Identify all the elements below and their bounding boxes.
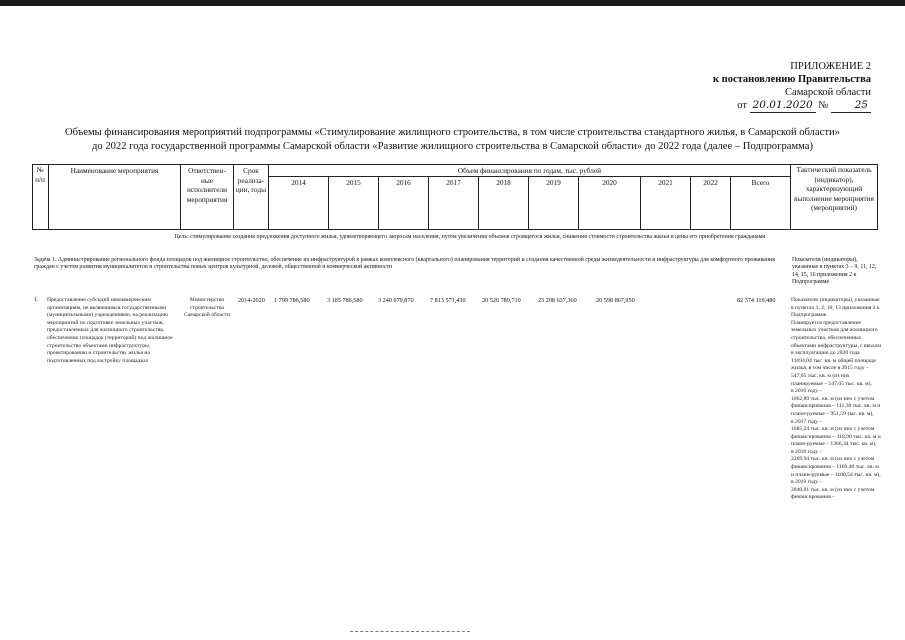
goal-row: Цель: стимулирование создания предложения доступного жилья, удовлетворяющего запросам населения, путем увеличения объемов строящегося жилья, снижения стоимости строительства жилья и цены его приобретения гражданами	[174, 234, 766, 240]
header-year-2017: 2017	[446, 178, 461, 187]
header-responsible: Ответствен- ные исполнители мероприятия	[186, 166, 228, 204]
row1-value-2019: 23 208 637,360	[538, 297, 577, 304]
row1-responsible: Министерство строительства Самарской области	[184, 297, 230, 319]
title-line-2: до 2022 года государственной программы Самарской области «Развитие жилищного строительства в Самарской области» до 2022 года (далее – Подпрограмма)	[91, 141, 814, 152]
task-row: Задача 1. Администрирование регионального фонда площадок под жилищное строительство, обеспечение их инфраструктурой в рамках комплексного (квартального) планирования территорий и создания качественной среды жизнедеятельности и инфраструктуры для комфортного проживания граждан с учетом развития муниципалитетов и строительства новых центров культурной, деловой, общественной и коммерческой активности	[34, 257, 775, 271]
row1-value-2018: 20 526 789,710	[482, 297, 521, 304]
row1-value-2016: 3 240 679,870	[378, 297, 414, 304]
header-year-2014: 2014	[291, 178, 306, 187]
row1-value-2017: 7 813 571,430	[430, 297, 466, 304]
appendix-block	[713, 60, 871, 113]
row1-indicator: Показатели (индикаторы), указанные в пунктах 1, 2, 10, 13 приложения 2 к Подпрограмме. Планируется предоставление земельных участков для жилищного строительства, обеспеченных объектами инфраструктуры, с вводом в эксплуатацию до 2020 года 11694,04 тыс. кв. м общей площади жилья, в том числе в 2015 году – 547,05 тыс. кв. м (из них планируемые – 547,05 тыс. кв. м), в 2016 году – 1062,89 тыс. кв. м (из них с учетом финансирования – 111,30 тыс. кв. м и плани-руемые – 951,59 тыс. кв. м), в 2017 году – 1685,24 тыс. кв. м (из них с учетом финансирования – 318,90 тыс. кв. м и плани-руемые – 1366,34 тыс. кв. м), в 2018 году – 2269,94 тыс. кв. м (из них с учетом финансирования – 1169,40 тыс. кв. м и плани-руемые – 1100,54 тыс. кв. м), в 2019 году – 2840,01 тыс. кв. м (из них с учетом финансирования –	[791, 297, 881, 501]
header-volume: Объем финансирования по годам, тыс. рублей	[457, 166, 602, 175]
handwritten-date: 20.01.2020	[750, 99, 816, 113]
header-year-2020: 2020	[602, 178, 617, 187]
scan-artifact-line	[350, 631, 470, 632]
appendix-title: ПРИЛОЖЕНИЕ 2	[790, 61, 871, 72]
header-year-2018: 2018	[496, 178, 511, 187]
row1-number: 1.	[34, 297, 39, 303]
header-period: Срок реализа- ции, годы	[235, 166, 267, 194]
row1-value-2015: 3 185 786,580	[327, 297, 363, 304]
header-year-2022: 2022	[703, 178, 718, 187]
from-label: от	[737, 100, 747, 111]
header-year-2015: 2015	[346, 178, 361, 187]
row1-value-2014: 1 799 786,580	[274, 297, 310, 304]
appendix-date-line	[713, 99, 871, 113]
title-line-1: Объемы финансирования мероприятий подпрограммы «Стимулирование жилищного строительства, в том числе строительства стандартного жилья, в Самарской области»	[65, 127, 840, 138]
header-year-2019: 2019	[546, 178, 561, 187]
row1-value-2020: 20 598 867,950	[596, 297, 635, 304]
row1-period: 2014-2020	[238, 297, 265, 304]
header-year-2016: 2016	[396, 178, 411, 187]
appendix-line3: Самарской области	[785, 87, 871, 98]
appendix-line2: к постановлению Правительства	[712, 74, 871, 85]
header-name: Наименование мероприятия	[70, 166, 159, 175]
number-label: №	[818, 100, 829, 111]
row1-value-total: 82 374 119,480	[737, 297, 776, 304]
top-scan-edge	[0, 0, 905, 6]
header-indicator: Тактический показатель (индикатор), характеризующий выполнение мероприятия (мероприятий)	[794, 165, 874, 212]
header-total: Всего	[751, 178, 770, 187]
document-title	[0, 126, 905, 154]
header-year-2021: 2021	[658, 178, 673, 187]
handwritten-number: 25	[831, 99, 871, 113]
header-no: № п/п	[35, 165, 45, 184]
row1-name: Предоставление субсидий некоммерческим организациям, не являющимся государственными (муниципальными) учреждениями, на реализацию мероприятий по подготовке земельных участков, предоставленных для жилищного строительства, обеспечению площадок (территорий) под жилищное строительство объектами инфраструктуры, проектированию и строительству жилья на подготовленных под застройку площадках	[47, 297, 173, 364]
table-header	[32, 164, 878, 230]
task-indicator: Показатели (индикаторы), указанные в пунктах 3 – 9, 11, 12, 14, 15, 16 приложения 2 к Подпрограмме	[792, 257, 877, 286]
